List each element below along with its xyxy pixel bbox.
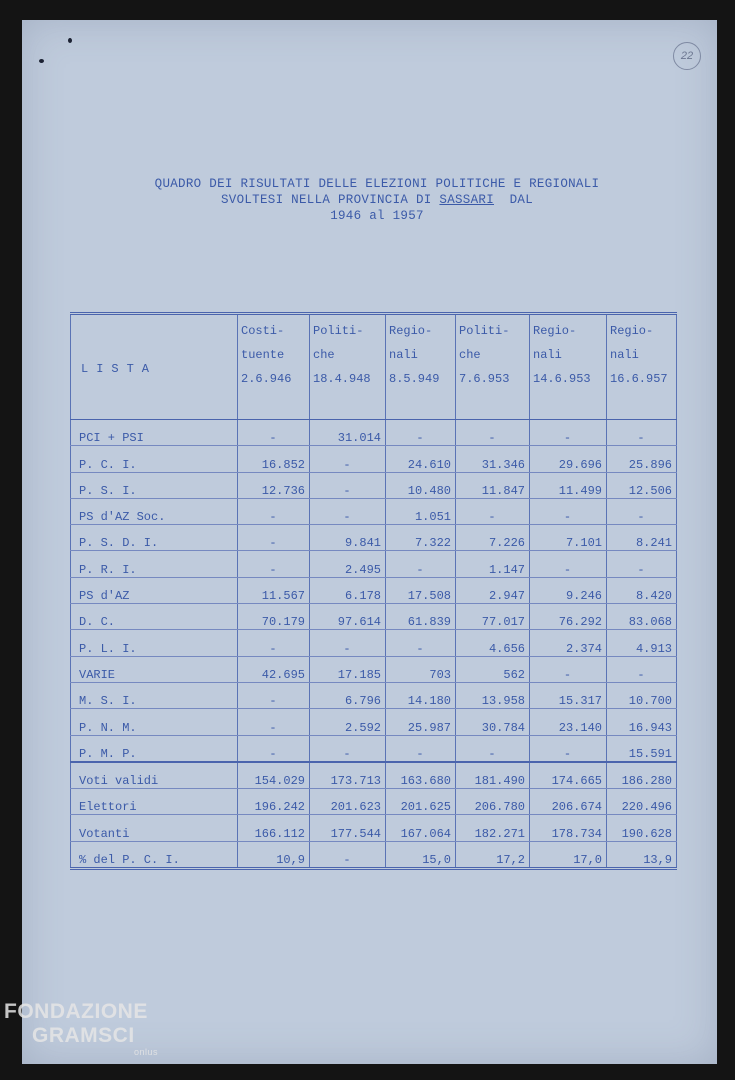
column-header-line: Politi- (313, 324, 364, 338)
column-header (238, 314, 310, 420)
table-cell: 16.852 (238, 446, 310, 472)
column-header (607, 314, 677, 420)
table-cell: 83.068 (607, 604, 677, 630)
row-label: % del P. C. I. (71, 841, 238, 868)
column-header-line: 8.5.949 (389, 372, 440, 386)
table-cell: 2.592 (310, 709, 386, 735)
table-cell: 190.628 (607, 815, 677, 841)
table-cell: - (456, 420, 530, 446)
table-cell: 11.847 (456, 472, 530, 498)
table-cell: 25.896 (607, 446, 677, 472)
table-cell: 4.656 (456, 630, 530, 656)
table-row (71, 682, 677, 708)
column-header (530, 314, 607, 420)
table-cell: 7.101 (530, 525, 607, 551)
table-row (71, 841, 677, 868)
table-row (71, 762, 677, 789)
table-cell: 76.292 (530, 604, 607, 630)
table-cell: 1.147 (456, 551, 530, 577)
table-cell: - (238, 498, 310, 524)
table-cell: - (386, 420, 456, 446)
table-cell: - (238, 735, 310, 762)
table-cell: 201.623 (310, 789, 386, 815)
ink-spot (68, 38, 72, 43)
table-cell: 7.322 (386, 525, 456, 551)
table-cell: - (530, 420, 607, 446)
table-cell: 9.246 (530, 577, 607, 603)
column-header-line: tuente (241, 348, 285, 362)
row-label: Voti validi (71, 762, 238, 789)
table-row (71, 815, 677, 841)
table-cell: 42.695 (238, 656, 310, 682)
table-row (71, 577, 677, 603)
lista-header: LISTA (71, 314, 238, 420)
row-label: PS d'AZ (71, 577, 238, 603)
row-label: PS d'AZ Soc. (71, 498, 238, 524)
table-cell: - (530, 551, 607, 577)
table-cell: 10.700 (607, 682, 677, 708)
table-cell: 178.734 (530, 815, 607, 841)
table-cell: 13.958 (456, 682, 530, 708)
table-cell: - (386, 551, 456, 577)
table-cell: 15,0 (386, 841, 456, 868)
column-header-line: 16.6.957 (610, 372, 668, 386)
watermark-line-1: FONDAZIONE (4, 1000, 148, 1023)
table-cell: 2.495 (310, 551, 386, 577)
table-cell: 12.506 (607, 472, 677, 498)
table-cell: 97.614 (310, 604, 386, 630)
table-cell: 24.610 (386, 446, 456, 472)
watermark-line-3: onlus (134, 1047, 159, 1057)
table-cell: 12.736 (238, 472, 310, 498)
watermark-line-2: GRAMSCI (32, 1024, 135, 1047)
column-header (310, 314, 386, 420)
table-cell: 181.490 (456, 762, 530, 789)
table-cell: 31.346 (456, 446, 530, 472)
table-cell: - (310, 630, 386, 656)
results-table (70, 312, 677, 870)
table-cell: 9.841 (310, 525, 386, 551)
table-cell: 11.499 (530, 472, 607, 498)
row-label: P. S. D. I. (71, 525, 238, 551)
table-cell: 2.947 (456, 577, 530, 603)
table-cell: 167.064 (386, 815, 456, 841)
table-cell: - (456, 498, 530, 524)
table-cell: 25.987 (386, 709, 456, 735)
table-row (71, 472, 677, 498)
table-cell: 10,9 (238, 841, 310, 868)
table-cell: 196.242 (238, 789, 310, 815)
table-cell: 17.508 (386, 577, 456, 603)
table-cell: 2.374 (530, 630, 607, 656)
table-cell: - (238, 682, 310, 708)
row-label: Votanti (71, 815, 238, 841)
table-row (71, 656, 677, 682)
table-cell: 11.567 (238, 577, 310, 603)
table-cell: 8.420 (607, 577, 677, 603)
document-page (22, 20, 717, 1064)
table-cell: 166.112 (238, 815, 310, 841)
table-cell: 186.280 (607, 762, 677, 789)
table-cell: - (530, 656, 607, 682)
table-cell: - (310, 472, 386, 498)
fondazione-gramsci-watermark (4, 1000, 158, 1056)
column-header-line: Regio- (533, 324, 577, 338)
row-label: D. C. (71, 604, 238, 630)
row-label: VARIE (71, 656, 238, 682)
table-cell: - (456, 735, 530, 762)
table-cell: - (386, 630, 456, 656)
table-cell: 173.713 (310, 762, 386, 789)
table-cell: - (607, 498, 677, 524)
table-cell: - (238, 420, 310, 446)
table-cell: 177.544 (310, 815, 386, 841)
table-cell: - (530, 498, 607, 524)
table-cell: 7.226 (456, 525, 530, 551)
table-cell: 703 (386, 656, 456, 682)
row-label: P. L. I. (71, 630, 238, 656)
column-header (386, 314, 456, 420)
table-cell: - (238, 525, 310, 551)
column-header (456, 314, 530, 420)
title-line-2-suffix: DAL (494, 193, 534, 207)
title-line-2-prefix: SVOLTESI NELLA PROVINCIA DI (220, 193, 440, 207)
table-cell: 4.913 (607, 630, 677, 656)
table-cell: - (310, 498, 386, 524)
table-cell: 17,0 (530, 841, 607, 868)
table-row (71, 420, 677, 446)
table-header-row (71, 314, 677, 420)
row-label: P. R. I. (71, 551, 238, 577)
table-cell: 77.017 (456, 604, 530, 630)
table-row (71, 789, 677, 815)
row-label: M. S. I. (71, 682, 238, 708)
column-header-line: nali (533, 348, 562, 362)
table-cell: 220.496 (607, 789, 677, 815)
table-cell: 8.241 (607, 525, 677, 551)
table-cell: 174.665 (530, 762, 607, 789)
table-cell: - (310, 446, 386, 472)
table-cell: 206.780 (456, 789, 530, 815)
table-cell: - (238, 630, 310, 656)
table-cell: - (238, 709, 310, 735)
column-header-line: Politi- (459, 324, 510, 338)
table-cell: 30.784 (456, 709, 530, 735)
column-header-line: 14.6.953 (533, 372, 591, 386)
table-cell: - (310, 841, 386, 868)
table-row (71, 735, 677, 762)
table-cell: - (238, 551, 310, 577)
title-line-1: QUADRO DEI RISULTATI DELLE ELEZIONI POLITICHE E REGIONALI (154, 177, 600, 191)
table-cell: 206.674 (530, 789, 607, 815)
table-cell: - (386, 735, 456, 762)
table-cell: 70.179 (238, 604, 310, 630)
table-cell: - (530, 735, 607, 762)
table-cell: 14.180 (386, 682, 456, 708)
column-header-line: 2.6.946 (241, 372, 292, 386)
row-label: P. S. I. (71, 472, 238, 498)
row-label: P. M. P. (71, 735, 238, 762)
page-number: 22 (673, 42, 701, 70)
title-line-3: 1946 al 1957 (330, 209, 424, 223)
table-cell: 163.680 (386, 762, 456, 789)
table-cell: 6.796 (310, 682, 386, 708)
column-header-line: Regio- (389, 324, 433, 338)
table-cell: 17,2 (456, 841, 530, 868)
column-header-line: che (313, 348, 335, 362)
table-row (71, 551, 677, 577)
table-cell: 16.943 (607, 709, 677, 735)
table-row (71, 709, 677, 735)
table-row (71, 498, 677, 524)
table-cell: 10.480 (386, 472, 456, 498)
document-title (142, 176, 612, 224)
table-cell: 29.696 (530, 446, 607, 472)
row-label: P. N. M. (71, 709, 238, 735)
column-header-line: 7.6.953 (459, 372, 510, 386)
table-cell: 15.317 (530, 682, 607, 708)
row-label: P. C. I. (71, 446, 238, 472)
row-label: PCI + PSI (71, 420, 238, 446)
table-cell: - (310, 735, 386, 762)
table-cell: 182.271 (456, 815, 530, 841)
table-cell: 17.185 (310, 656, 386, 682)
table-cell: 6.178 (310, 577, 386, 603)
table-body (71, 420, 677, 869)
column-header-line: Costi- (241, 324, 285, 338)
title-place: SASSARI (439, 193, 495, 207)
table-cell: 201.625 (386, 789, 456, 815)
column-header-line: nali (389, 348, 418, 362)
table-row (71, 446, 677, 472)
table-cell: - (607, 551, 677, 577)
table-cell: - (607, 656, 677, 682)
table-cell: 1.051 (386, 498, 456, 524)
table-cell: 61.839 (386, 604, 456, 630)
column-header-line: Regio- (610, 324, 654, 338)
table-cell: 31.014 (310, 420, 386, 446)
ink-spot (39, 59, 44, 63)
column-header-line: nali (610, 348, 639, 362)
table-row (71, 630, 677, 656)
column-header-line: 18.4.948 (313, 372, 371, 386)
table-cell: 13,9 (607, 841, 677, 868)
table-row (71, 604, 677, 630)
row-label: Elettori (71, 789, 238, 815)
table-cell: 154.029 (238, 762, 310, 789)
table-cell: 23.140 (530, 709, 607, 735)
table-cell: 562 (456, 656, 530, 682)
table-row (71, 525, 677, 551)
title-line-2 (142, 192, 612, 208)
table-cell: - (607, 420, 677, 446)
table-cell: 15.591 (607, 735, 677, 762)
column-header-line: che (459, 348, 481, 362)
